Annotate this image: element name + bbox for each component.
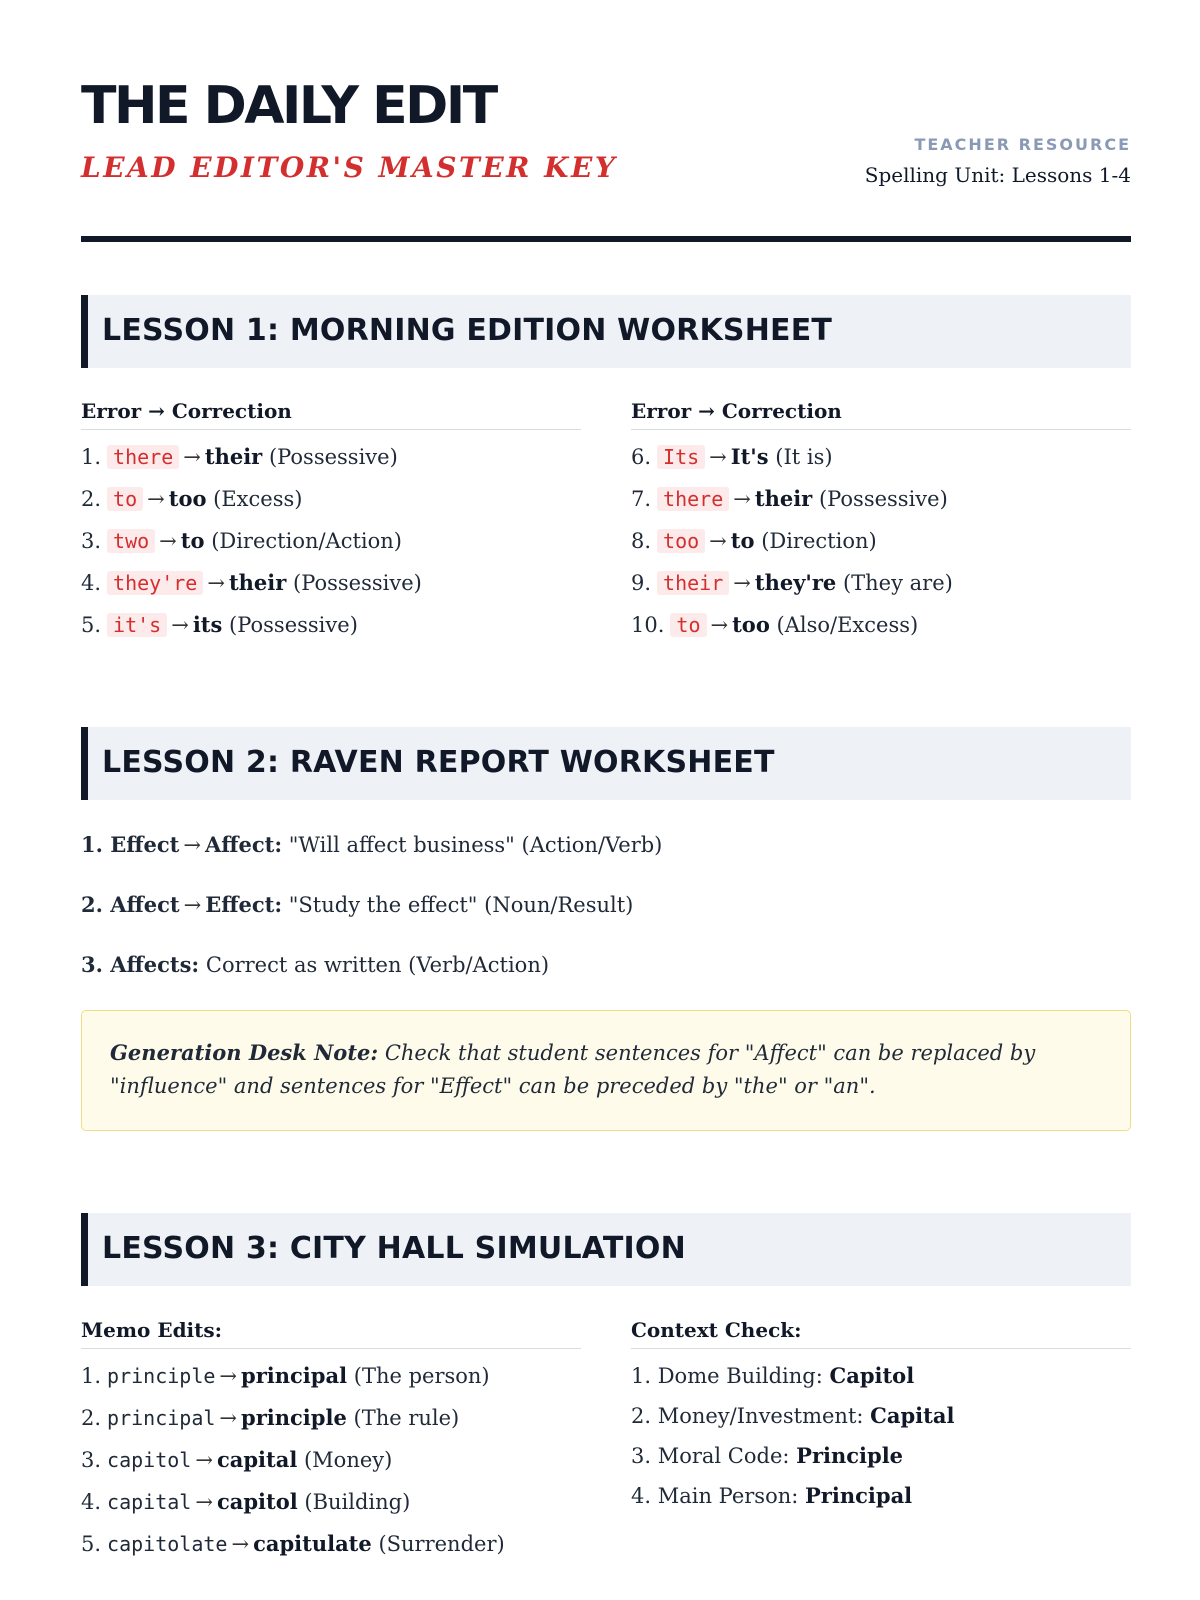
item-number: 5. <box>81 613 102 637</box>
unit-label: Spelling Unit: Lessons 1-4 <box>864 163 1131 187</box>
error-word: principal <box>107 1406 216 1430</box>
list-item <box>81 1447 581 1489</box>
item-number: 3. <box>81 1448 102 1472</box>
arrow-icon: → <box>147 487 165 511</box>
list-item <box>81 1363 581 1405</box>
item-number: 2. <box>81 1406 102 1430</box>
generation-desk-note <box>81 1010 1131 1131</box>
list-item <box>81 528 581 570</box>
usage-note: (Possessive) <box>818 487 948 511</box>
list-item <box>631 486 1131 528</box>
list-item <box>631 528 1131 570</box>
error-word: two <box>107 529 155 553</box>
arrow-icon: → <box>183 833 201 857</box>
usage-note: (Money) <box>303 1448 393 1472</box>
page-subtitle: LEAD EDITOR'S MASTER KEY <box>81 151 618 184</box>
error-word: it's <box>107 613 167 637</box>
lesson-2-item <box>81 892 633 918</box>
lesson-3-heading <box>81 1213 1131 1286</box>
error-word: too <box>657 529 705 553</box>
context-label: 1. Dome Building: <box>631 1364 823 1388</box>
page-title: THE DAILY EDIT <box>81 76 496 136</box>
lesson-1-left-column <box>81 399 581 654</box>
correction-word: principal <box>241 1363 348 1388</box>
item-lead: 1. Effect <box>81 832 180 857</box>
error-word: capital <box>107 1490 192 1514</box>
item-lead: 2. Affect <box>81 892 180 917</box>
arrow-icon: → <box>171 613 189 637</box>
list-item <box>81 1405 581 1447</box>
list-item <box>81 612 581 654</box>
arrow-icon: → <box>219 1364 238 1388</box>
arrow-icon: → <box>159 529 177 553</box>
item-text: Correct as written (Verb/Action) <box>205 953 550 977</box>
list-item <box>81 1531 581 1573</box>
usage-note: (Excess) <box>213 487 303 511</box>
item-number: 1. <box>81 1364 102 1388</box>
item-number: 4. <box>81 1490 102 1514</box>
correction-word: capitulate <box>253 1531 372 1556</box>
usage-note: (Building) <box>304 1490 411 1514</box>
error-word: there <box>107 445 179 469</box>
error-word: their <box>657 571 729 595</box>
list-item <box>631 1483 1131 1523</box>
arrow-icon: → <box>207 571 225 595</box>
context-answer: Capitol <box>829 1363 915 1388</box>
context-check-column <box>631 1318 1131 1523</box>
error-word: capitolate <box>107 1532 228 1556</box>
arrow-icon: → <box>709 529 727 553</box>
lesson-2-heading <box>81 727 1131 800</box>
usage-note: (Also/Excess) <box>776 613 919 637</box>
correction-list <box>631 444 1131 654</box>
arrow-icon: → <box>710 613 729 637</box>
arrow-icon: → <box>195 1448 213 1472</box>
item-text: "Study the effect" (Noun/Result) <box>288 893 634 917</box>
item-target: Effect: <box>205 892 283 917</box>
error-word: there <box>657 487 729 511</box>
context-label: 4. Main Person: <box>631 1484 799 1508</box>
correction-list <box>81 444 581 654</box>
usage-note: (The person) <box>353 1364 490 1388</box>
correction-word: too <box>732 612 770 637</box>
page-header <box>81 0 1131 245</box>
list-item <box>81 444 581 486</box>
error-word: capitol <box>107 1448 192 1472</box>
lesson-2-item <box>81 952 549 978</box>
error-word: Its <box>657 445 705 469</box>
correction-word: they're <box>754 570 837 595</box>
list-item <box>631 1403 1131 1443</box>
list-item <box>81 1489 581 1531</box>
header-divider <box>81 236 1131 242</box>
lesson-2-item <box>81 832 662 858</box>
correction-word: to <box>730 528 755 553</box>
item-number: 6. <box>631 445 652 469</box>
column-header: Error → Correction <box>631 399 1131 430</box>
item-target: Affect: <box>204 832 283 857</box>
item-number: 10. <box>631 613 665 637</box>
context-label: 2. Money/Investment: <box>631 1404 864 1428</box>
arrow-icon: → <box>733 487 751 511</box>
error-word: to <box>670 613 706 637</box>
resource-label: TEACHER RESOURCE <box>914 135 1131 154</box>
lesson-1-title: LESSON 1: MORNING EDITION WORKSHEET <box>102 313 833 348</box>
arrow-icon: → <box>183 445 201 469</box>
usage-note: (They are) <box>842 571 953 595</box>
list-item <box>631 570 1131 612</box>
list-item <box>631 612 1131 654</box>
item-number: 1. <box>81 445 102 469</box>
list-item <box>631 1363 1131 1403</box>
correction-word: their <box>228 570 287 595</box>
usage-note: (Surrender) <box>378 1532 505 1556</box>
context-label: 3. Moral Code: <box>631 1444 790 1468</box>
usage-note: (Direction/Action) <box>211 529 403 553</box>
lesson-1-right-column <box>631 399 1131 654</box>
master-key-page <box>81 0 1131 1556</box>
usage-note: (The rule) <box>353 1406 460 1430</box>
memo-list <box>81 1363 581 1573</box>
item-lead: 3. Affects: <box>81 952 200 977</box>
item-number: 8. <box>631 529 652 553</box>
usage-note: (Direction) <box>761 529 877 553</box>
lesson-1-heading <box>81 295 1131 368</box>
usage-note: (Possessive) <box>268 445 398 469</box>
lesson-2-title: LESSON 2: RAVEN REPORT WORKSHEET <box>102 745 775 780</box>
correction-word: It's <box>730 444 769 469</box>
context-list <box>631 1363 1131 1523</box>
item-number: 4. <box>81 571 102 595</box>
column-header: Memo Edits: <box>81 1318 581 1349</box>
error-word: principle <box>107 1364 216 1388</box>
item-number: 3. <box>81 529 102 553</box>
correction-word: capitol <box>216 1489 298 1514</box>
arrow-icon: → <box>183 893 202 917</box>
error-word: they're <box>107 571 203 595</box>
context-answer: Principle <box>796 1443 904 1468</box>
correction-word: capital <box>216 1447 298 1472</box>
note-text: Check that student sentences for "Affect" can be replaced by "influence" and sentences for "Effect" can be preceded by "the" or "an". <box>110 1041 1036 1098</box>
correction-word: too <box>168 486 207 511</box>
list-item <box>81 486 581 528</box>
correction-word: to <box>180 528 205 553</box>
context-answer: Capital <box>870 1403 955 1428</box>
arrow-icon: → <box>709 445 727 469</box>
error-word: to <box>107 487 143 511</box>
item-number: 9. <box>631 571 652 595</box>
usage-note: (Possessive) <box>229 613 358 637</box>
note-label: Generation Desk Note: <box>110 1040 379 1065</box>
arrow-icon: → <box>195 1490 213 1514</box>
usage-note: (Possessive) <box>293 571 422 595</box>
arrow-icon: → <box>219 1406 238 1430</box>
item-text: "Will affect business" (Action/Verb) <box>288 833 663 857</box>
usage-note: (It is) <box>775 445 833 469</box>
list-item <box>81 570 581 612</box>
context-answer: Principal <box>805 1483 913 1508</box>
column-header: Error → Correction <box>81 399 581 430</box>
item-number: 5. <box>81 1532 102 1556</box>
correction-word: principle <box>241 1405 347 1430</box>
arrow-icon: → <box>733 571 751 595</box>
correction-word: their <box>754 486 813 511</box>
arrow-icon: → <box>231 1532 250 1556</box>
item-number: 2. <box>81 487 102 511</box>
correction-word: its <box>192 612 223 637</box>
list-item <box>631 1443 1131 1483</box>
list-item <box>631 444 1131 486</box>
item-number: 7. <box>631 487 652 511</box>
memo-edits-column <box>81 1318 581 1573</box>
column-header: Context Check: <box>631 1318 1131 1349</box>
correction-word: their <box>204 444 263 469</box>
lesson-3-title: LESSON 3: CITY HALL SIMULATION <box>102 1231 686 1266</box>
